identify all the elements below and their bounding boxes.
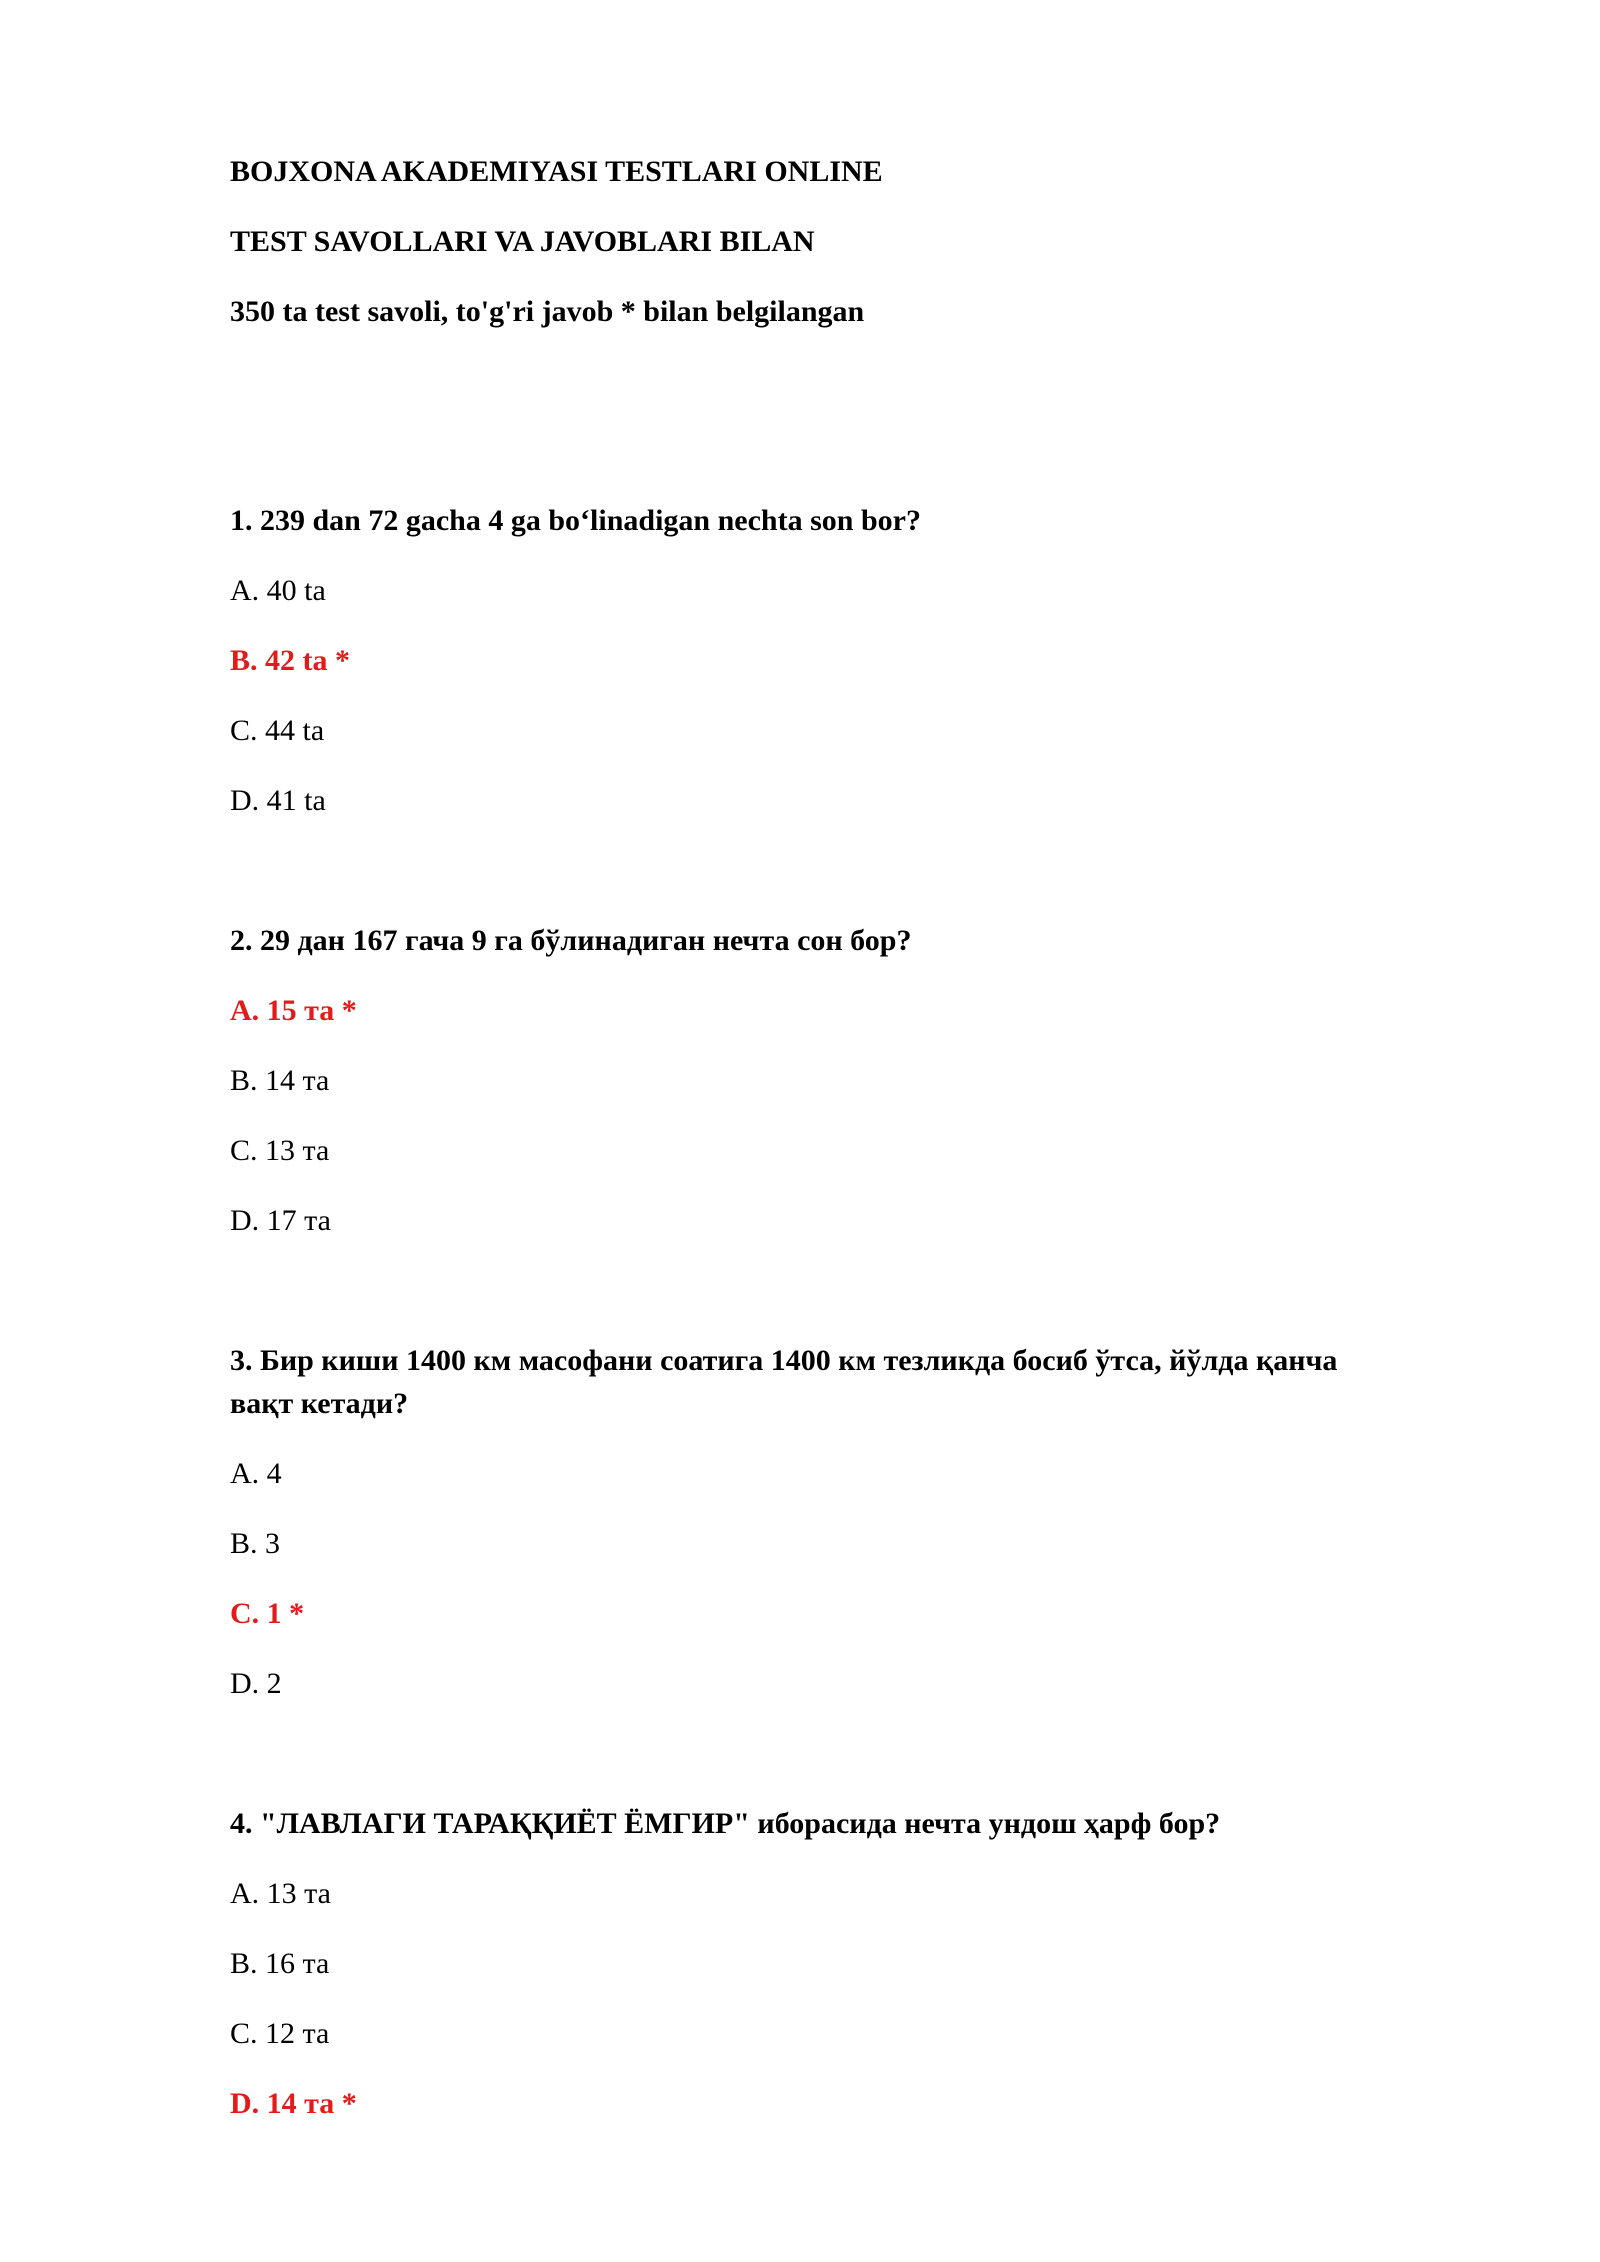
question-4-option-b: B. 16 та: [230, 1947, 330, 1980]
question-2-option-d: D. 17 та: [230, 1204, 331, 1237]
doc-subtitle: 350 ta test savoli, to'g'ri javob * bilan belgilangan: [230, 295, 865, 328]
question-3-option-c-correct: C. 1 *: [230, 1597, 305, 1630]
question-2-option-a-correct: A. 15 та *: [230, 994, 357, 1027]
question-4-option-a: A. 13 та: [230, 1877, 331, 1910]
question-4-option-c: C. 12 та: [230, 2017, 330, 2050]
question-3-option-b: B. 3: [230, 1527, 281, 1560]
question-3-option-d: D. 2: [230, 1667, 282, 1700]
question-4-option-d-correct: D. 14 та *: [230, 2087, 357, 2120]
question-2-option-b: B. 14 та: [230, 1064, 330, 1097]
question-3-text-line1: 3. Бир киши 1400 км масофани соатига 1400 км тезликда босиб ўтса, йўлда қанча: [230, 1344, 1338, 1377]
doc-title-line1: BOJXONA AKADEMIYASI TESTLARI ONLINE: [230, 155, 883, 188]
question-3-text-line2: вақт кетади?: [230, 1387, 409, 1420]
doc-title-line2: TEST SAVOLLARI VA JAVOBLARI BILAN: [230, 225, 815, 258]
question-1-option-c: C. 44 ta: [230, 714, 325, 747]
question-3-option-a: A. 4: [230, 1457, 282, 1490]
question-4-text: 4. "ЛАВЛАГИ ТАРАҚҚИЁТ ЁМГИР" иборасида нечта ундош ҳарф бор?: [230, 1807, 1221, 1840]
question-1-option-b-correct: B. 42 ta *: [230, 644, 350, 677]
question-2-text: 2. 29 дан 167 гача 9 га бўлинадиган нечта сон бор?: [230, 924, 912, 957]
question-1-option-d: D. 41 ta: [230, 784, 326, 817]
question-2-option-c: C. 13 та: [230, 1134, 330, 1167]
question-1-text: 1. 239 dan 72 gacha 4 ga bo‘linadigan nechta son bor?: [230, 504, 921, 537]
question-1-option-a: A. 40 ta: [230, 574, 326, 607]
